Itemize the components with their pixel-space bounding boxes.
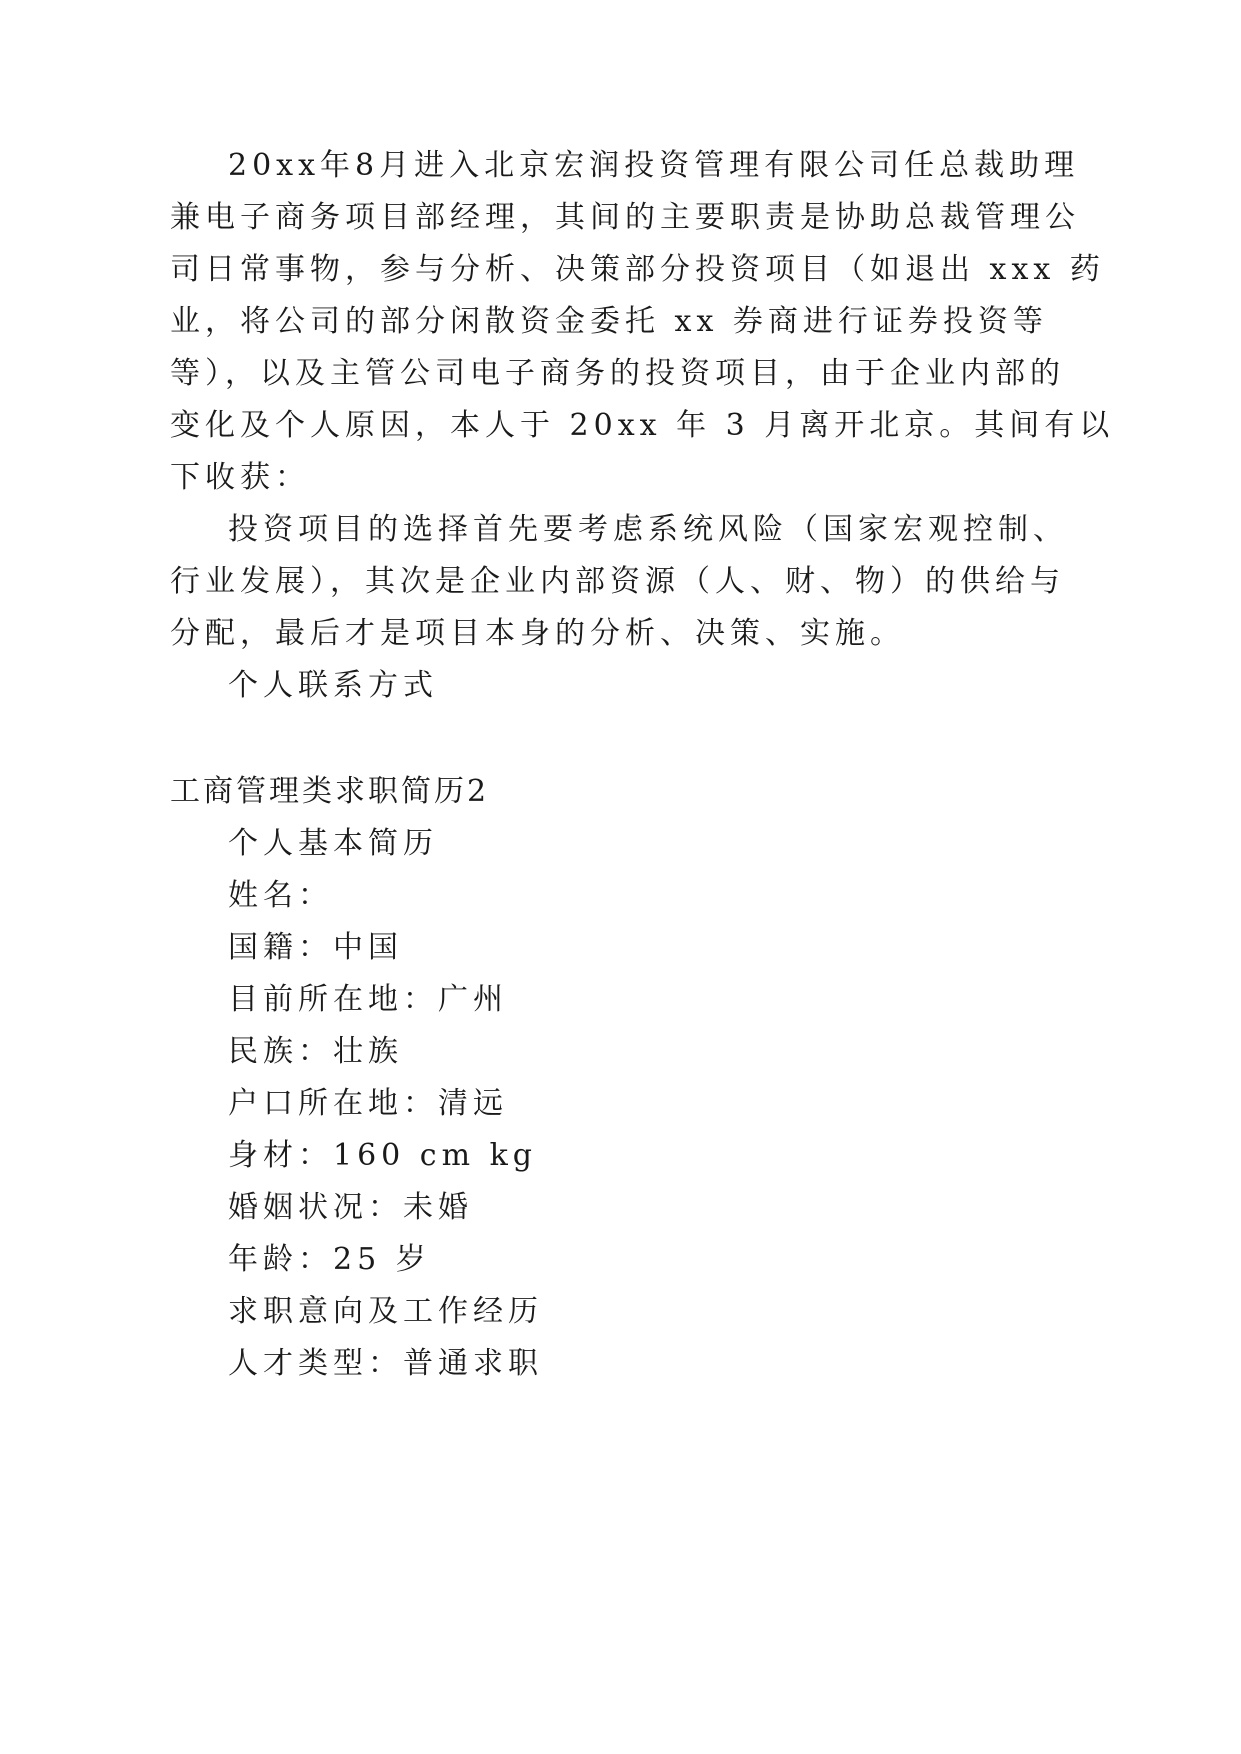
resume-item-nationality: 国籍：中国 — [228, 930, 403, 965]
resume-item-talent-type: 人才类型：普通求职 — [228, 1346, 543, 1381]
paragraph-line: 下收获： — [170, 460, 310, 495]
resume-item-location: 目前所在地：广州 — [228, 982, 508, 1017]
resume-title: 工商管理类求职简历2 — [170, 774, 490, 809]
resume-item-intent: 求职意向及工作经历 — [228, 1294, 543, 1329]
resume-item: 个人基本简历 — [228, 826, 438, 861]
resume-item-age: 年龄：25 岁 — [228, 1242, 431, 1277]
paragraph-line: 变化及个人原因，本人于 20xx 年 3 月离开北京。其间有以 — [170, 408, 1115, 443]
paragraph-line: 行业发展），其次是企业内部资源（人、财、物）的供给与 — [170, 564, 1065, 599]
paragraph-line: 分配，最后才是项目本身的分析、决策、实施。 — [170, 616, 905, 651]
paragraph-line: 20xx年8月进入北京宏润投资管理有限公司任总裁助理 — [228, 148, 1080, 183]
resume-item-height: 身材：160 cm kg — [228, 1138, 537, 1173]
paragraph-line: 业，将公司的部分闲散资金委托 xx 券商进行证券投资等 — [170, 304, 1048, 339]
paragraph-line: 等），以及主管公司电子商务的投资项目，由于企业内部的 — [170, 356, 1065, 391]
paragraph-line: 司日常事物，参与分析、决策部分投资项目（如退出 xxx 药 — [170, 252, 1105, 287]
paragraph-line: 投资项目的选择首先要考虑系统风险（国家宏观控制、 — [228, 512, 1068, 547]
resume-item-ethnicity: 民族：壮族 — [228, 1034, 403, 1069]
resume-item-hukou: 户口所在地：清远 — [228, 1086, 508, 1121]
resume-item-name: 姓名： — [228, 878, 333, 913]
contact-heading: 个人联系方式 — [228, 668, 438, 703]
paragraph-line: 兼电子商务项目部经理，其间的主要职责是协助总裁管理公 — [170, 200, 1080, 235]
resume-item-marital: 婚姻状况：未婚 — [228, 1190, 473, 1225]
